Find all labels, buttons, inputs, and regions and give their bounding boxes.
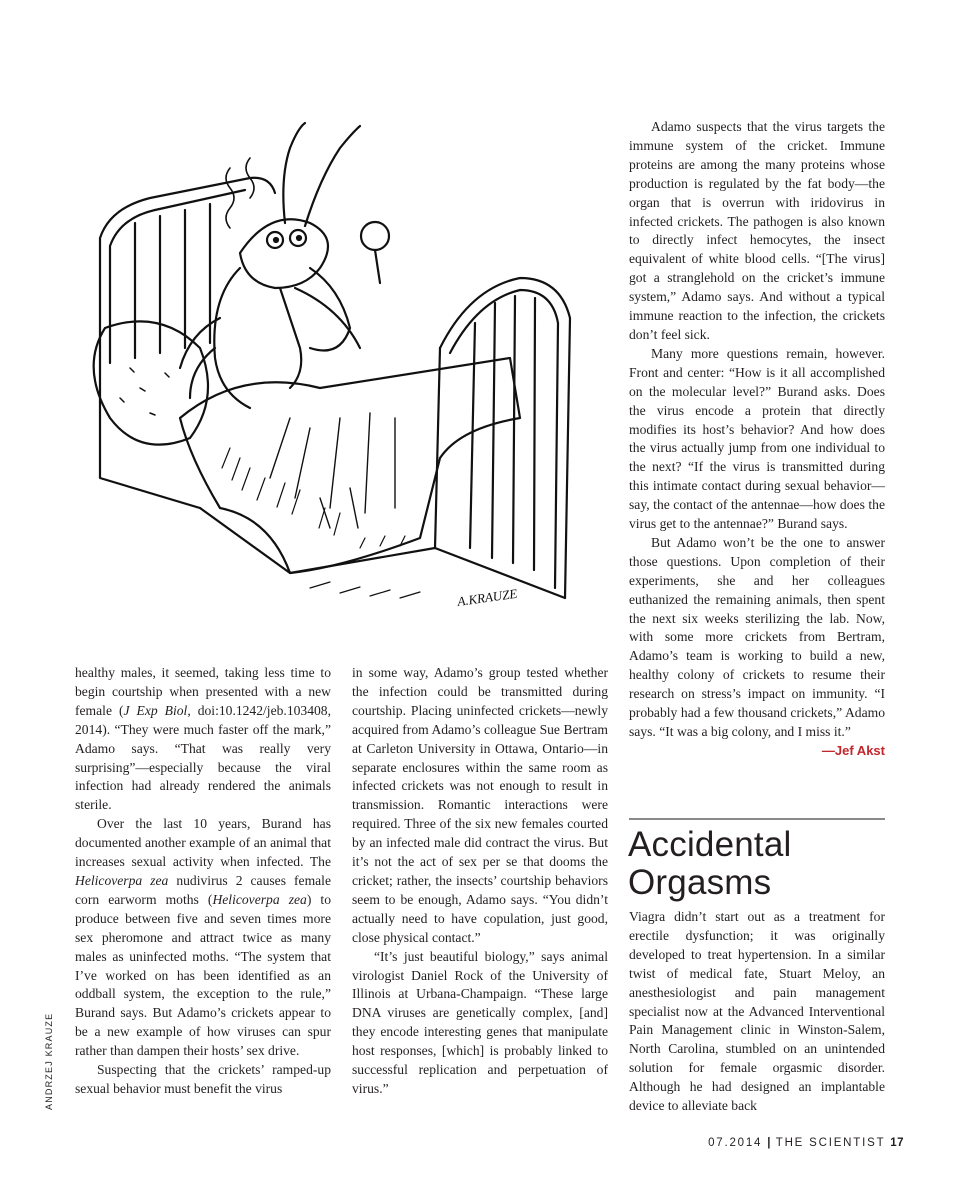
col1-paragraph-2: Over the last 10 years, Burand has documented another example of an animal that increases sexual activity when infected. The Helicoverpa zea nudivirus 2 causes female corn earworm moths (Helicoverpa zea) to produce between five and seven times more sex pheromone and attract twice as many males as uninfected moths. “The system that I’ve worked on has been identified as an oddball system, the exception to the rule,” Burand says. But Adamo’s crickets appear to be a new example of how viruses can spur rather than dampen their hosts’ sex drive. bbox=[75, 816, 331, 1059]
cricket-antenna-right bbox=[305, 126, 360, 226]
illustration-signature: A.KRAUZE bbox=[456, 585, 519, 609]
article-column-3 bbox=[629, 118, 885, 761]
col3-paragraph-3: But Adamo won’t be the one to answer those questions. Upon completion of their experiments, she and her colleagues euthanized the remaining animals, then spent the next six weeks sterilizing the lab. Now, with some more crickets from Bertram, Adamo’s team is working to build a new, healthy colony of crickets to resume their research on stress’s impact on immunity. “I probably had a few thousand crickets,” Adamo says. “It was a big colony, and I miss it.” —Jef Akst bbox=[629, 534, 885, 742]
col3-paragraph-1: Adamo suspects that the virus targets the immune system of the cricket. Immune proteins are among the many proteins whose production is regulated by the fat body—the organ that is overrun with iridovirus in infected crickets. The pathogen is also known to directly infect hemocytes, the insect equivalent of white blood cells. “[The virus] got a stranglehold on the cricket’s immune system,” Adamo says. And without a typical immune reaction to the infection, the crickets don’t feel sick. bbox=[629, 119, 885, 342]
sidebar-body bbox=[629, 908, 885, 1116]
article-column-1 bbox=[75, 664, 331, 1099]
cricket-antenna-left bbox=[283, 123, 305, 223]
issue-date: 07.2014 bbox=[708, 1137, 763, 1149]
sidebar-paragraph: Viagra didn’t start out as a treatment for erectile dysfunction; it was originally developed to treat hypertension. In a similar twist of medical fate, Stuart Meloy, an anesthesiologist and pain management specialist now at the Advanced Interventional Pain Management clinic in Winston-Salem, North Carolina, stumbled on an unintended solution for female orgasmic disorder. Although he had designed an implantable device to alleviate back bbox=[629, 909, 885, 1114]
blanket bbox=[180, 358, 520, 573]
article-column-2 bbox=[352, 664, 608, 1099]
col2-paragraph-1: in some way, Adamo’s group tested whether the infection could be transmitted during courtship. Placing uninfected crickets—newly acquired from Adamo’s colleague Sue Bertram at Carleton University in Ottawa, Ontario—in separate enclosures within the same room as infected crickets was not enough to result in transmission. Romantic interactions were required. Three of the six new females courted by an infected male did contract the virus. But it’s not the act of sex per se that dooms the cricket; rather, the insects’ courtship behaviors seem to be enough, Adamo says. “You didn’t actually need to have copulation, just good, close physical contact.” bbox=[352, 665, 608, 945]
col2-paragraph-2: “It’s just beautiful biology,” says animal virologist Daniel Rock of the University of Illinois at Urbana-Champaign. “These large DNA viruses are genetically complex, [and] they encode interesting genes that manipulate host responses, [which] is probably linked to successful replication and perpetuation of virus.” bbox=[352, 948, 608, 1096]
page-folio bbox=[708, 1137, 904, 1149]
page-number: 17 bbox=[890, 1137, 904, 1149]
col1-paragraph-1: healthy males, it seemed, taking less time to begin courtship when presented with a new female (J Exp Biol, doi:10.1242/jeb.103408, 2014). “They were much faster off the mark,” Adamo says. “That was really very surprising”—especially because the viral infection had already rendered the animals sterile. bbox=[75, 665, 331, 813]
folio-separator: | bbox=[767, 1137, 771, 1149]
cricket-head bbox=[240, 219, 328, 288]
sidebar-headline: Accidental Orgasms bbox=[628, 825, 792, 902]
illustration-sick-cricket-in-bed bbox=[40, 118, 610, 638]
bed-frame bbox=[200, 508, 435, 573]
magazine-name: THE SCIENTIST bbox=[775, 1137, 886, 1149]
col1-paragraph-3: Suspecting that the crickets’ ramped-up sexual behavior must benefit the virus bbox=[75, 1062, 331, 1096]
col3-paragraph-2: Many more questions remain, however. Front and center: “How is it all accomplished on the molecular level?” Burand asks. Does the virus encode a protein that directly modifies its host’s behavior? And how does the virus actually jump from one individual to the next? “If the virus is transmitted during this intimate contact during sexual behavior—say, the contact of the antennae—how does the virus get to the antennae?” Burand says. bbox=[629, 345, 885, 532]
sidebar-divider bbox=[629, 818, 885, 820]
author-signature: —Jef Akst bbox=[821, 742, 885, 758]
illustration-credit: ANDRZEJ KRAUZE bbox=[44, 1012, 54, 1110]
